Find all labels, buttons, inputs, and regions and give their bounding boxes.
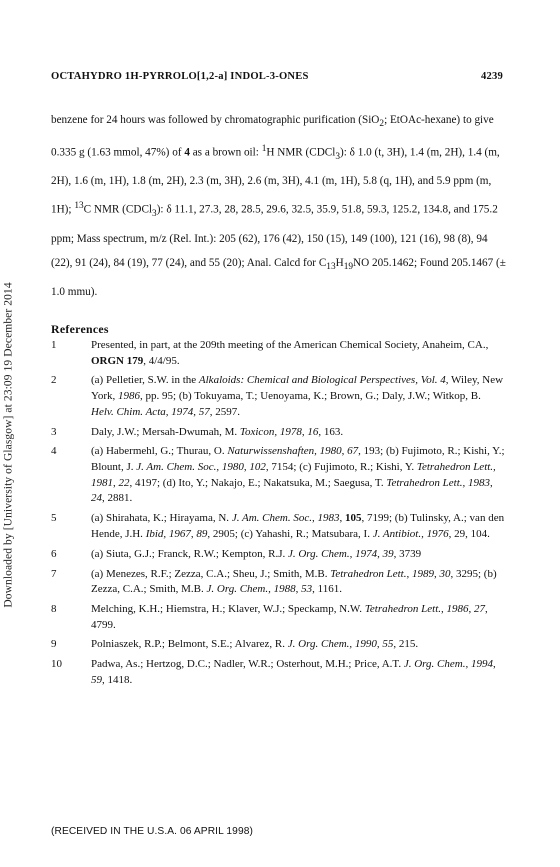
italic-run: Tetrahedron Lett., 1986 (364, 602, 469, 615)
text-run: , 4197; (d) Ito, Y.; Nakajo, E.; Nakatsuka, M.; Saegusa, T. (129, 476, 387, 489)
reference-item (51, 567, 506, 598)
italic-run: J. Am. Chem. Soc., 1983 (231, 512, 340, 525)
italic-run: Naturwissenshaften, 1980 (227, 445, 342, 458)
text-run: C NMR (CDCl (83, 203, 153, 216)
reference-list (51, 338, 506, 693)
reference-number: 6 (51, 547, 57, 560)
reference-text (91, 338, 506, 369)
reference-number: 3 (51, 425, 57, 438)
download-watermark (0, 230, 18, 660)
italic-run: Ibid, 1967 (145, 527, 191, 540)
reference-item (51, 425, 506, 441)
text-run: ): δ 1.0 (t, 3H), 1.4 (m, 2H), 1.4 (m, 2H), 1.6 (m, 1H), 1.8 (m, 2H), 2.3 (m, 3H), 2.6 (m, 3H), 4.1 (m, 1H), 5.8 (q, 1H), and 5.9 ppm (m, 1H); (51, 146, 500, 216)
compound-number: 4 (184, 146, 190, 159)
italic-run: 30 (439, 567, 451, 580)
reference-number: 5 (51, 512, 57, 525)
text-run: , 7199; (b) Tulinsky, A.; van den Hende, J.H. (91, 512, 505, 540)
reference-number: 7 (51, 567, 57, 580)
reference-number: 2 (51, 374, 57, 387)
text-run: , 3295; (b) Zezza, C.A.; Smith, M.B. (91, 567, 497, 596)
subscript: 2 (379, 119, 385, 130)
reference-item (51, 547, 506, 563)
text-run: (a) Shirahata, K.; Hirayama, N. (91, 512, 232, 525)
bold-run: 105 (344, 512, 362, 525)
running-header (51, 71, 503, 82)
text-run: (a) Menezes, R.F.; Zezza, C.A.; Sheu, J.; Smith, M.B. (91, 567, 331, 580)
text-run: , (468, 602, 475, 615)
text-run: , 163. (318, 425, 344, 438)
text-run: , 1418. (102, 673, 133, 686)
text-run: , (301, 425, 308, 438)
text-run: , 215. (393, 638, 419, 651)
reference-item (51, 511, 506, 542)
text-run: Padwa, As.; Hertzog, D.C.; Nadler, W.R.; Osterhout, M.H.; Price, A.T. (91, 658, 404, 671)
subscript: 3 (152, 208, 157, 219)
text-run: , (376, 638, 383, 651)
text-run: , (377, 547, 383, 560)
italic-run: 39 (382, 547, 394, 560)
text-run: , 4/4/95. (143, 354, 180, 367)
text-run: NO 205.1462; Found 205.1467 (± 1.0 mmu). (51, 257, 506, 298)
text-run: Presented, in part, at the 209th meeting of the American Chemical Society, Anaheim, CA., (91, 339, 489, 351)
reference-text (91, 602, 506, 633)
italic-run: J. Am. Chem. Soc., 1980 (136, 461, 244, 474)
italic-run: 16 (307, 425, 319, 438)
italic-run: 57 (198, 405, 210, 418)
reference-number: 1 (51, 339, 57, 351)
italic-run: J. Org. Chem., 1988 (206, 583, 296, 596)
text-run: , 4799. (91, 602, 488, 631)
italic-run: 1986 (118, 390, 141, 403)
italic-run: 22 (118, 476, 130, 489)
subscript: 13 (326, 262, 336, 273)
reference-item (51, 444, 506, 506)
text-run: , (341, 445, 348, 458)
text-run: , Wiley, New York, (91, 374, 504, 403)
italic-run: Tetrahedron Lett., 1981 (91, 461, 496, 489)
text-run: , (193, 405, 199, 418)
reference-text (91, 511, 506, 542)
text-run: , (492, 658, 496, 671)
italic-run: 53 (301, 583, 313, 596)
italic-run: 67 (347, 445, 359, 458)
italic-run: Alkaloids: Chemical and Biological Perspectives, Vol. 4 (198, 374, 446, 387)
italic-run: 102 (249, 461, 266, 474)
reference-item (51, 373, 506, 420)
text-run: , 2881. (102, 492, 133, 505)
reference-item (51, 657, 506, 688)
italic-run: 89 (196, 527, 208, 540)
text-run: H NMR (CDCl (266, 146, 336, 159)
text-run: , 29, 104. (448, 527, 490, 540)
italic-run: Toxicon, 1978 (239, 425, 302, 438)
reference-number: 8 (51, 602, 57, 615)
subscript: 19 (343, 262, 354, 273)
italic-run: J. Org. Chem., 1974 (287, 547, 378, 560)
superscript: 13 (74, 200, 84, 211)
bold-run: ORGN 179 (91, 354, 144, 367)
italic-run: 55 (382, 638, 394, 651)
reference-text (91, 373, 506, 420)
reference-text (91, 547, 506, 563)
reference-text (91, 637, 506, 653)
text-run: Daly, J.W.; Mersah-Dwumah, M. (91, 425, 240, 438)
reference-item (51, 637, 506, 653)
text-run: (a) Siuta, G.J.; Franck, R.W.; Kempton, R.J. (91, 547, 288, 560)
text-run: ; EtOAc-hexane) to give 0.335 g (1.63 mmol, 47%) of (51, 114, 494, 159)
italic-run: J. Org. Chem., 1994 (403, 658, 493, 671)
received-date: (RECEIVED IN THE U.S.A. 06 APRIL 1998) (51, 826, 253, 837)
subscript: 3 (335, 151, 341, 162)
reference-number: 10 (51, 658, 62, 671)
reference-item (51, 338, 506, 369)
text-run: , (490, 476, 493, 489)
text-run: , (295, 583, 302, 596)
text-run: , (190, 527, 197, 540)
text-run: Melching, K.H.; Hiemstra, H.; Klaver, W.J.; Speckamp, N.W. (91, 602, 365, 615)
page-number: 4239 (481, 71, 503, 82)
text-run: , 7154; (c) Fujimoto, R.; Kishi, Y. (265, 461, 417, 474)
reference-text (91, 567, 506, 598)
experimental-paragraph (51, 108, 506, 305)
superscript: 1 (261, 143, 267, 154)
text-run: , 2597. (209, 405, 240, 418)
italic-run: J. Org. Chem., 1990 (287, 638, 377, 651)
reference-number: 4 (51, 445, 57, 458)
reference-text (91, 657, 506, 688)
italic-run: Helv. Chim. Acta, 1974 (91, 405, 194, 418)
references-heading: References (51, 322, 109, 336)
italic-run: Tetrahedron Lett., 1983 (386, 476, 491, 489)
text-run: , 193; (b) Fujimoto, R.; Kishi, Y.; Blount, J. (91, 445, 505, 474)
text-run: , (113, 476, 119, 489)
text-run: , (339, 512, 345, 525)
text-run: , (243, 461, 250, 474)
italic-run: 59 (91, 673, 102, 686)
text-run: benzene for 24 hours was followed by chromatographic purification (SiO (51, 114, 380, 126)
italic-run: J. Antibiot., 1976 (372, 527, 449, 540)
reference-number: 9 (51, 638, 57, 651)
text-run: H (335, 257, 344, 270)
download-note: Downloaded by [University of Glasgow] at 23:09 19 December 2014 (3, 282, 16, 608)
text-run: ): δ 11.1, 27.3, 28, 28.5, 29.6, 32.5, 35.9, 51.8, 59.3, 125.2, 134.8, and 175.2 ppm; Mass spectrum, m/z (Rel. Int.): 205 (62), 176 (42), 150 (15), 149 (100), 121 (16), 98 (8), 94 (22), 91 (24), 84 (19), 77 (24), and 55 (20); Anal. Calcd for C (51, 203, 498, 270)
italic-run: 24 (91, 492, 102, 505)
text-run: (a) Habermehl, G.; Thurau, O. (91, 445, 228, 458)
text-run: , 1161. (312, 583, 342, 596)
text-run: , 2905; (c) Yahashi, R.; Matsubara, I. (207, 527, 373, 540)
text-run: , 3739 (393, 547, 422, 560)
text-run: , pp. 95; (b) Tokuyama, T.; Uenoyama, K.; Brown, G.; Daly, J.W.; Witkop, B. (140, 390, 481, 403)
text-run: , (433, 567, 440, 580)
italic-run: 27 (474, 602, 486, 615)
text-run: as a brown oil: (189, 146, 262, 159)
reference-item (51, 602, 506, 633)
reference-text (91, 425, 506, 441)
text-run: Polniaszek, R.P.; Belmont, S.E.; Alvarez, R. (91, 638, 288, 651)
reference-text (91, 444, 506, 506)
text-run: (a) Pelletier, S.W. in the (91, 374, 199, 387)
italic-run: Tetrahedron Lett., 1989 (330, 567, 434, 580)
running-title: OCTAHYDRO 1H-PYRROLO[1,2-a] INDOL-3-ONES (51, 71, 309, 82)
